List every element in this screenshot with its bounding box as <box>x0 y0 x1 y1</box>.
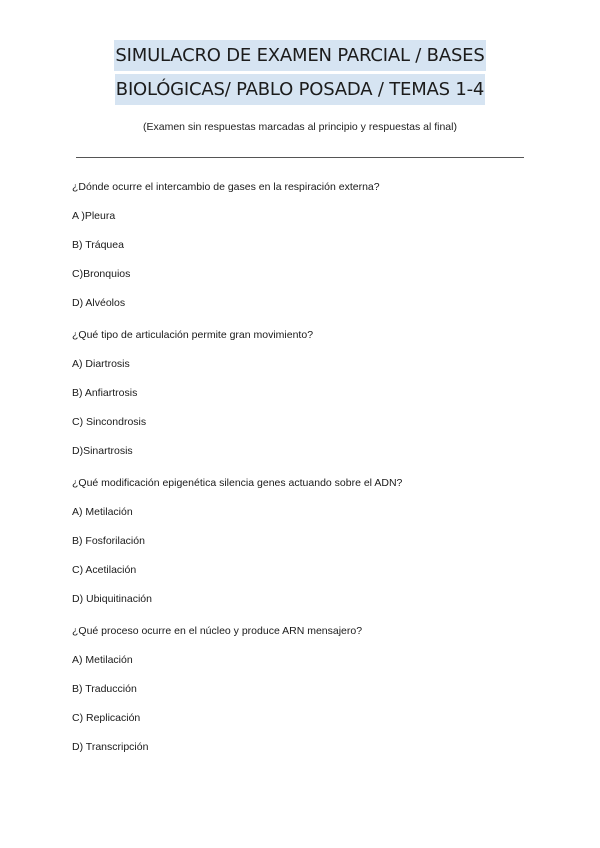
answer-option-b: B) Tráquea <box>72 239 124 251</box>
question-text: ¿Qué proceso ocurre en el núcleo y produce ARN mensajero? <box>72 625 363 637</box>
answer-option-b: B) Fosforilación <box>72 535 145 547</box>
answer-option-d: D) Ubiquitinación <box>72 593 152 605</box>
answer-option-d: D) Transcripción <box>72 741 149 753</box>
answer-option-a: A) Metilación <box>72 654 133 666</box>
answer-option-a: A) Diartrosis <box>72 358 130 370</box>
answer-option-b: B) Traducción <box>72 683 137 695</box>
horizontal-divider <box>76 157 524 158</box>
question-4 <box>72 622 542 756</box>
title-line-2: BIOLÓGICAS/ PABLO POSADA / TEMAS 1-4 <box>115 74 485 105</box>
answer-option-c: C) Sincondrosis <box>72 416 147 428</box>
title-line-1: SIMULACRO DE EXAMEN PARCIAL / BASES <box>114 40 485 71</box>
answer-option-c: C)Bronquios <box>72 268 131 280</box>
question-2 <box>72 326 542 460</box>
question-text: ¿Qué tipo de articulación permite gran movimiento? <box>72 329 314 341</box>
answer-option-c: C) Replicación <box>72 712 141 724</box>
answer-option-c: C) Acetilación <box>72 564 137 576</box>
question-1 <box>72 178 542 312</box>
question-text: ¿Dónde ocurre el intercambio de gases en la respiración externa? <box>72 181 380 193</box>
answer-option-a: A )Pleura <box>72 210 116 222</box>
question-list <box>72 178 542 770</box>
exam-title <box>0 40 600 108</box>
answer-option-d: D) Alvéolos <box>72 297 126 309</box>
exam-subtitle: (Examen sin respuestas marcadas al principio y respuestas al final) <box>143 121 457 133</box>
answer-option-d: D)Sinartrosis <box>72 445 133 457</box>
answer-option-a: A) Metilación <box>72 506 133 518</box>
answer-option-b: B) Anfiartrosis <box>72 387 138 399</box>
question-text: ¿Qué modificación epigenética silencia genes actuando sobre el ADN? <box>72 477 403 489</box>
question-3 <box>72 474 542 608</box>
